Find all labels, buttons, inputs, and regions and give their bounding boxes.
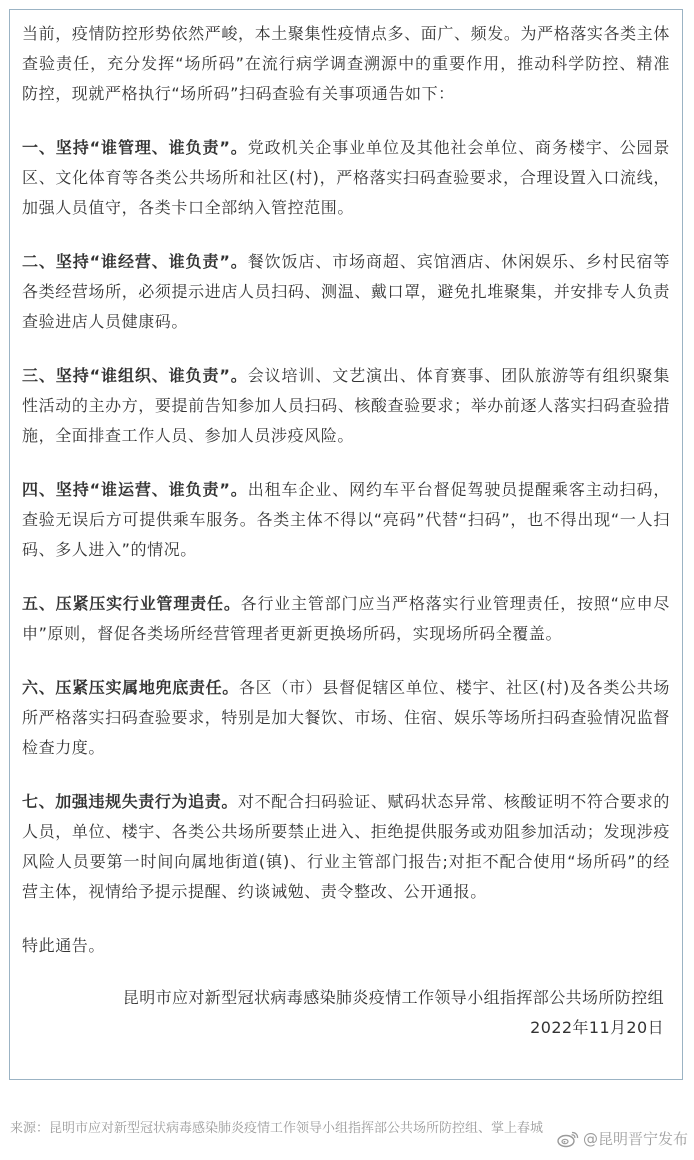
- notice-item-heading: 六、压紧压实属地兜底责任。: [22, 678, 239, 697]
- notice-item-text: 各行业主管部门应当严格落实行业管理责任，按照“应申尽申”原则，督促各类场所经营管理者更新更换场所码，实现场所码全覆盖。: [22, 594, 670, 643]
- closing-line: 特此通告。: [22, 936, 106, 955]
- notice-item-2: [22, 247, 670, 337]
- watermark-text: @昆明晋宁发布: [582, 1130, 688, 1148]
- notice-item-text: 餐饮饭店、市场商超、宾馆酒店、休闲娱乐、乡村民宿等各类经营场所，必须提示进店人员扫码、测温、戴口罩，避免扎堆聚集，并安排专人负责查验进店人员健康码。: [22, 252, 670, 331]
- source-attribution: 来源：昆明市应对新型冠状病毒感染肺炎疫情工作领导小组指挥部公共场所防控组、掌上春城: [10, 1121, 544, 1136]
- intro-paragraph: 当前，疫情防控形势依然严峻，本土聚集性疫情点多、面广、频发。为严格落实各类主体查验责任，充分发挥“场所码”在流行病学调查溯源中的重要作用，推动科学防控、精准防控，现就严格执行“场所码”扫码查验有关事项通告如下：: [22, 24, 670, 103]
- issuer-signature: 昆明市应对新型冠状病毒感染肺炎疫情工作领导小组指挥部公共场所防控组: [122, 988, 664, 1007]
- notice-item-heading: 一、坚持“谁管理、谁负责”。: [22, 138, 248, 157]
- watermark: [557, 1129, 688, 1149]
- weibo-icon: [557, 1130, 579, 1148]
- notice-item-heading: 四、坚持“谁运营、谁负责”。: [22, 480, 248, 499]
- notice-item-3: [22, 361, 670, 451]
- notice-item-heading: 五、压紧压实行业管理责任。: [22, 594, 241, 613]
- notice-item-4: [22, 475, 670, 565]
- notice-item-heading: 三、坚持“谁组织、谁负责”。: [22, 366, 248, 385]
- notice-item-text: 各区（市）县督促辖区单位、楼宇、社区(村)及各类公共场所严格落实扫码查验要求，特别是加大餐饮、市场、住宿、娱乐等场所扫码查验情况监督检查力度。: [22, 678, 670, 757]
- issue-date: 2022年11月20日: [530, 1018, 664, 1037]
- notice-item-text: 出租车企业、网约车平台督促驾驶员提醒乘客主动扫码，查验无误后方可提供乘车服务。各类主体不得以“亮码”代替“扫码”，也不得出现“一人扫码、多人进入”的情况。: [22, 480, 670, 559]
- notice-item-text: 对不配合扫码验证、赋码状态异常、核酸证明不符合要求的人员，单位、楼宇、各类公共场所要禁止进入、拒绝提供服务或劝阻参加活动；发现涉疫风险人员要第一时间向属地街道(镇)、行业主管部门报告;对拒不配合使用“场所码”的经营主体，视情给予提示提醒、约谈诫勉、责令整改、公开通报。: [22, 792, 670, 901]
- notice-box: [9, 9, 683, 1080]
- notice-item-7: [22, 787, 670, 907]
- notice-item-heading: 二、坚持“谁经营、谁负责”。: [22, 252, 248, 271]
- notice-item-6: [22, 673, 670, 763]
- notice-item-5: [22, 589, 670, 649]
- notice-item-text: 党政机关企事业单位及其他社会单位、商务楼宇、公园景区、文化体育等各类公共场所和社区(村)，严格落实扫码查验要求，合理设置入口流线，加强人员值守，各类卡口全部纳入管控范围。: [22, 138, 670, 217]
- notice-item-heading: 七、加强违规失责行为追责。: [22, 792, 238, 811]
- notice-item-text: 会议培训、文艺演出、体育赛事、团队旅游等有组织聚集性活动的主办方，要提前告知参加人员扫码、核酸查验要求；举办前逐人落实扫码查验措施，全面排查工作人员、参加人员涉疫风险。: [22, 366, 670, 445]
- notice-item-1: [22, 133, 670, 223]
